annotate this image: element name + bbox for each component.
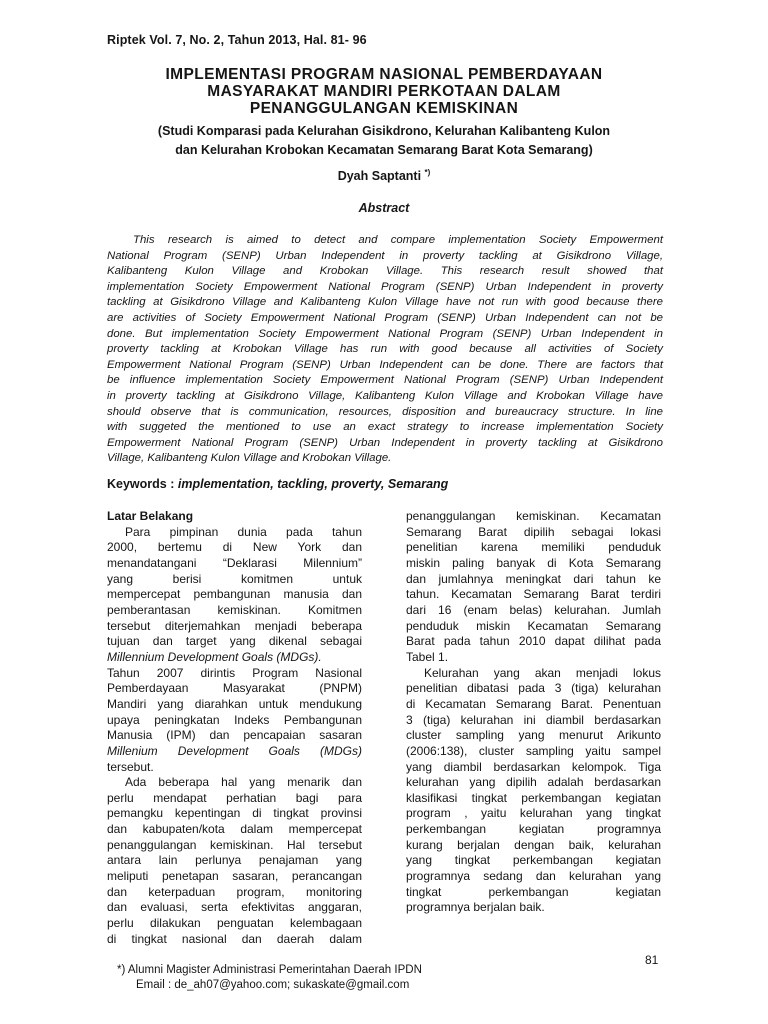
body-text-line: Millenium Development Goals (MDGs) xyxy=(107,743,362,758)
body-text-line: tahun. Kecamatan Semarang Barat terdiri xyxy=(406,587,661,602)
body-text-line: Ada beberapa hal yang menarik dan xyxy=(125,775,362,790)
body-text-line: miskin paling banyak di Kota Semarang xyxy=(406,555,661,570)
body-text-line: penduduk miskin Kecamatan Semarang xyxy=(406,618,661,633)
body-text-line: Mandiri yang diarahkan untuk mendukung xyxy=(107,696,362,711)
paper-title xyxy=(100,66,668,117)
abstract-line: done. But implementation Society Empowerment National Program (SENP) Urban Independent in xyxy=(107,327,663,340)
body-text-line: Semarang Barat dipilih sebagai lokasi xyxy=(406,524,661,539)
body-text-line: cluster sampling yang menurut Arikunto xyxy=(406,728,661,743)
abstract-line: Village, Kalibanteng Kulon Village and Krobokan Village. xyxy=(107,452,392,465)
section-heading: Latar Belakang xyxy=(107,509,194,523)
body-text-line: programnya berjalan baik. xyxy=(406,900,545,915)
body-text-line: meliputi penetapan sasaran, perancangan xyxy=(107,869,362,884)
body-text-line: kurang berjalan dengan baik, kelurahan xyxy=(406,837,661,852)
body-text-line: (2006:138), cluster sampling yaitu sampel xyxy=(406,743,661,758)
abstract-line: implementation Society Empowerment National Program (SENP) Urban Independent in proverty xyxy=(107,280,663,293)
abstract-line: are activities of Society Empowerment National Program (SENP) Urban Independent can not be xyxy=(107,311,663,324)
body-text-line: klasifikasi tingkat perkembangan kegiatan xyxy=(406,790,661,805)
paper-subtitle xyxy=(100,122,668,160)
body-text-line: Millennium Development Goals (MDGs). xyxy=(107,649,322,664)
body-text-line: Tahun 2007 dirintis Program Nasional xyxy=(107,665,362,680)
body-text-line: yang tingkat perkembangan kegiatan xyxy=(406,853,661,868)
body-text-line: menandatangani “Deklarasi Milennium” xyxy=(107,555,362,570)
journal-header: Riptek Vol. 7, No. 2, Tahun 2013, Hal. 81- 96 xyxy=(107,33,367,47)
body-text-line: dari 16 (enam belas) kelurahan. Jumlah xyxy=(406,602,661,617)
abstract-line: This research is aimed to detect and compare implementation Society Empowerment xyxy=(133,234,663,246)
subtitle-line: (Studi Komparasi pada Kelurahan Gisikdrono, Kelurahan Kalibanteng Kulon xyxy=(157,124,611,138)
footnote-email: Email : de_ah07@yahoo.com; sukaskate@gmail.com xyxy=(136,979,410,991)
title-line: IMPLEMENTASI PROGRAM NASIONAL PEMBERDAYAAN xyxy=(165,66,603,83)
body-text-line: Para pimpinan dunia pada tahun xyxy=(125,524,362,539)
keywords-label: Keywords : xyxy=(107,477,175,491)
body-text-line: 2000, bertemu di New York dan xyxy=(107,540,362,555)
abstract-line: proverty tackling at Krobokan Village has run with good because all activities of Society xyxy=(107,343,663,356)
body-text-line: dan jumlahnya meningkat dari tahun ke xyxy=(406,571,661,586)
body-text-line: tingkat perkembangan kegiatan xyxy=(406,884,661,899)
body-text-line: penanggulangan kemiskinan. Kecamatan xyxy=(406,509,661,523)
footnote-affiliation: *) Alumni Magister Administrasi Pemerintahan Daerah IPDN xyxy=(117,964,422,976)
body-text-line: 3 (tiga) kelurahan ini diambil berdasarkan xyxy=(406,712,661,727)
body-text-line: dan evaluasi, serta efektivitas anggaran, xyxy=(107,900,362,915)
body-text-line: Pemberdayaan Masyarakat (PNPM) xyxy=(107,681,362,696)
abstract-line: Empowerment National Program (SENP) Urban Independent in proverty tackling at Gisikdrono xyxy=(107,436,663,449)
body-text-line: pemberantasan kemiskinan. Komitmen xyxy=(107,602,362,617)
keywords-text: implementation, tackling, proverty, Semarang xyxy=(177,477,449,491)
body-text-line: yang diambil berdasarkan kelompok. Tiga xyxy=(406,759,661,774)
body-text-line: Manusia (IPM) dan pencapaian sasaran xyxy=(107,728,362,743)
abstract-line: with suggeted the mentioned to use an exact strategy to increase implementation Society xyxy=(107,421,663,434)
body-text-line: Tabel 1. xyxy=(406,649,449,664)
body-text-line: perlu mendapat perhatian bagi para xyxy=(107,790,362,805)
body-text-line: dan keterpaduan program, monitoring xyxy=(107,884,362,899)
abstract-line: National Program (SENP) Urban Independent in proverty tackling at Gisikdrono Village, xyxy=(107,249,663,262)
body-text-line: di Kecamatan Semarang Barat. Penentuan xyxy=(406,696,661,711)
body-text-line: programnya sedang dan kelurahan yang xyxy=(406,869,661,884)
right-column xyxy=(406,509,661,916)
body-text-line: pemangku kepentingan di tingkat provinsi xyxy=(107,806,362,821)
body-text-line: di tingkat nasional dan daerah dalam xyxy=(107,931,362,946)
abstract-line: tackling at Gisikdrono Village and Kalibanteng Kulon Village have not run with good because there xyxy=(107,296,663,309)
body-text-line: tujuan dan target yang dikenal sebagai xyxy=(107,634,362,649)
body-text-line: perlu dilakukan penguatan kelembagaan xyxy=(107,916,362,931)
page-number: 81 xyxy=(645,953,659,967)
body-text-line: penelitian karena memiliki penduduk xyxy=(406,540,661,555)
subtitle-line: dan Kelurahan Krobokan Kecamatan Semarang Barat Kota Semarang) xyxy=(175,143,593,157)
abstract-line: Empowerment National Program (SENP) Urban Independent can be done. There are factors that xyxy=(107,358,663,371)
body-text-line: kelurahan yang dipilih adalah berdasarkan xyxy=(406,775,661,790)
body-text-line: mempercepat pembangunan manusia dan xyxy=(107,587,362,602)
body-text-line: penelitian dibatasi pada 3 (tiga) kelurahan xyxy=(406,681,661,696)
abstract-heading: Abstract xyxy=(358,201,410,215)
body-text-line: tersebut. xyxy=(107,759,154,774)
author-line xyxy=(0,168,768,183)
body-text-line: penanggulangan kemiskinan. Hal tersebut xyxy=(107,837,362,852)
body-text-line: perkembangan kegiatan programnya xyxy=(406,822,661,837)
body-text-line: Barat pada tahun 2010 dapat dilihat pada xyxy=(406,634,661,649)
body-text-line: upaya peningkatan Indeks Pembangunan xyxy=(107,712,362,727)
body-text-line: yang berisi komitmen untuk xyxy=(107,571,362,586)
keywords-line xyxy=(107,477,448,491)
abstract-line: in proverty tackling at Gisikdrono Village, Kalibanteng Kulon Village and Krobokan Village have xyxy=(107,389,663,402)
body-text-line: dan kabupaten/kota dalam mempercepat xyxy=(107,822,362,837)
abstract-line: be influence implementation Society Empowerment National Program (SENP) Urban Independent xyxy=(107,374,663,387)
author-footnote-mark: *) xyxy=(424,168,431,177)
left-column xyxy=(107,509,362,947)
author-name: Dyah Saptanti xyxy=(337,169,422,184)
body-text-line: Kelurahan yang akan menjadi lokus xyxy=(424,665,661,680)
abstract-line: should observe that is communication, resources, disposition and bureaucracy structure. In line xyxy=(107,405,663,418)
title-line: PENANGGULANGAN KEMISKINAN xyxy=(249,100,519,117)
title-line: MASYARAKAT MANDIRI PERKOTAAN DALAM xyxy=(207,83,561,100)
body-text-line: tersebut diterjemahkan menjadi beberapa xyxy=(107,618,362,633)
abstract-body xyxy=(107,233,663,467)
footnote xyxy=(117,963,422,993)
body-text-line: antara lain perlunya penajaman yang xyxy=(107,853,362,868)
body-text-line: program , yaitu kelurahan yang tingkat xyxy=(406,806,661,821)
abstract-line: Kalibanteng Kulon Village and Krobokan Village. This research result showed that xyxy=(107,265,663,278)
